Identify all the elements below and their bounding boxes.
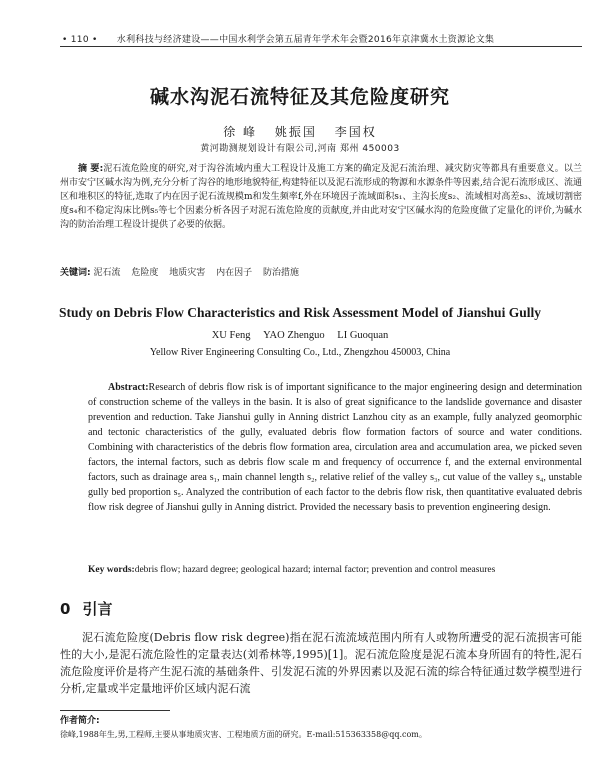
footnote-text: 徐峰,1988年生,男,工程师,主要从事地质灾害、工程地质方面的研究。E-mail:515363358@qq.com。: [60, 730, 427, 739]
running-header-text: 水利科技与经济建设——中国水利学会第五届青年学术年会暨2016年京津冀水土资源论文集: [116, 35, 495, 45]
english-title: Study on Debris Flow Characteristics and Risk Assessment Model of Jianshui Gully: [59, 305, 541, 320]
chinese-title: 碱水沟泥石流特征及其危险度研究: [149, 86, 450, 108]
chinese-abstract-label: 摘 要:: [78, 164, 104, 174]
keyword-cn-1: 泥石流: [93, 268, 121, 278]
english-abstract-text: Research of debris flow risk is of important significance to the major engineering design and determination of construction scheme of the valleys in the basin. It is also of great significance to the landslide governance and disaster prevention and reduction. Take Jianshui gully in Anning district Lanzhou city as an example, fully analyzed geomorphic and tectonic characteristics of the gully, evaluated debris flow formation factors of source and water conditions. Combining with characteristics of the debris flow formation area, circulation area and accumulation area, we picked seven factors, the internal factors, such as debris flow scale m and frequency of occurrence f, and the external environmental factors, such as drainage area s₁, main channel length s₂, relative relief of the valley s₃, cut value of the valley s₄, unstable gully bed proportion s₅. Analyzed the contribution of each factor to the debris flow risk, then quantitative evaluated debris flow risk degree of Jianshui gully in Anning district. Provided the necessary basis to prevention engineering design.: [88, 382, 582, 513]
keyword-cn-4: 内在因子: [216, 268, 253, 278]
author-3-cn: 李国权: [334, 125, 377, 139]
header-rule: [60, 46, 582, 47]
footnote-rule: [60, 710, 170, 711]
author-2-en: YAO Zhenguo: [263, 330, 325, 341]
section-title: 引言: [82, 600, 113, 618]
author-2-cn: 姚振国: [274, 125, 317, 139]
chinese-affiliation: 黄河勘测规划设计有限公司,河南 郑州 450003: [200, 144, 400, 154]
chinese-abstract: [60, 162, 582, 232]
page-number: • 110 •: [62, 35, 98, 45]
section-heading: [60, 598, 112, 619]
chinese-keywords-label: 关键词:: [60, 268, 91, 278]
english-keywords: [88, 563, 582, 577]
chinese-authors: [0, 123, 600, 140]
english-authors: [0, 330, 600, 341]
english-keywords-label: Key words:: [88, 565, 135, 575]
keyword-cn-3: 地质灾害: [169, 268, 206, 278]
footnote-label: 作者简介:: [60, 716, 100, 726]
english-abstract-label: Abstract:: [108, 382, 149, 393]
section-number: 0: [60, 600, 71, 618]
author-1-cn: 徐 峰: [223, 125, 258, 139]
english-affiliation: Yellow River Engineering Consulting Co., Ltd., Zhengzhou 450003, China: [149, 347, 451, 358]
english-keywords-text: debris flow; hazard degree; geological hazard; internal factor; prevention and control measures: [134, 565, 496, 575]
chinese-abstract-text: 泥石流危险度的研究,对于沟谷流域内重大工程设计及施工方案的确定及泥石流治理、减灾防灾等都具有重要意义。以兰州市安宁区碱水沟为例,充分分析了沟谷的地形地貌特征,构建特征以及泥石流形成的物源和水源条件等因素,结合泥石流形成区、流通区和堆积区的特征,选取了内在因子泥石流规模m和发生频率f,外在环境因子流域面积s₁、主沟长度s₂、流域相对高差s₃、流域切割密度s₄和不稳定沟床比例s₅等七个因素分析各因子对泥石流危险度的贡献度,并由此对安宁区碱水沟的危险度做了定量化的评价,为碱水沟的防治治理工程设计提供了必要的依据。: [60, 164, 582, 230]
keyword-cn-5: 防治措施: [263, 268, 300, 278]
chinese-keywords: [60, 266, 582, 280]
body-paragraph: 泥石流危险度(Debris flow risk degree)指在泥石流流域范围内所有人或物所遭受的泥石流损害可能性的大小,是泥石流危险性的定量表达(刘希林等,1995)[1]。泥石流危险度是泥石流本身所固有的特性,泥石流危险度评价是将产生泥石流的基础条件、引发泥石流的外界因素以及泥石流的综合特征通过数学模型进行分析,定量或半定量地评价区域内泥石流: [60, 631, 582, 695]
keyword-cn-2: 危险度: [131, 268, 159, 278]
author-3-en: LI Guoquan: [337, 330, 389, 341]
running-header: [62, 32, 582, 45]
english-abstract: [88, 380, 582, 515]
author-1-en: XU Feng: [211, 330, 251, 341]
